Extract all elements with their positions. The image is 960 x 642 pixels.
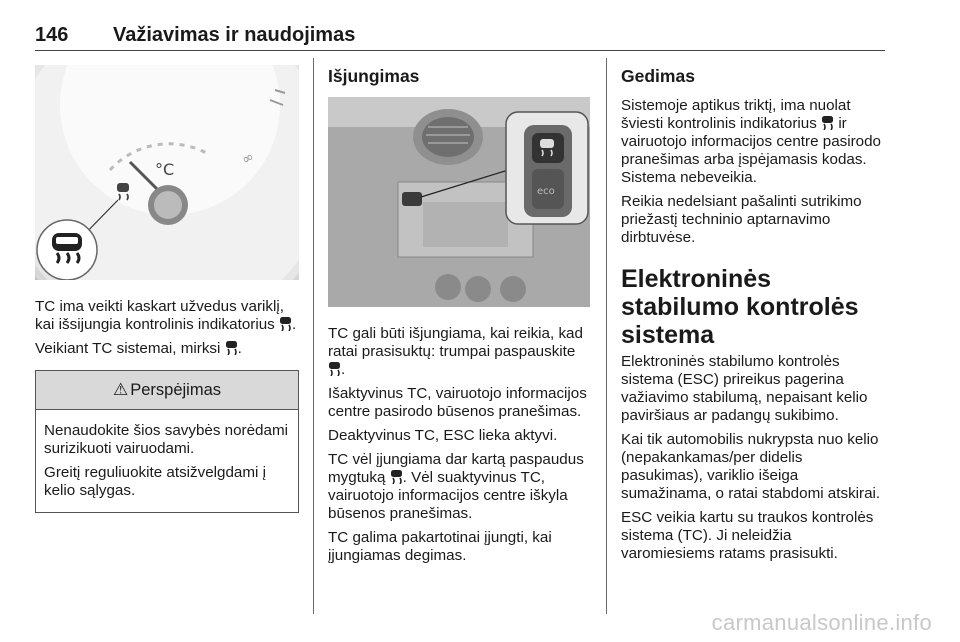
warning-text: Nenaudokite šios savybės norėdami surizikuoti vairuodami. xyxy=(44,422,288,457)
gauge-label: °C xyxy=(155,160,175,179)
tc-activation-text: TC ima veikti kaskart užvedus variklį, kai išsijungia kontrolinis indikatorius . xyxy=(35,298,297,333)
dashboard-button-figure xyxy=(328,97,590,307)
warning-triangle-icon: ⚠ xyxy=(112,380,129,399)
fault-text: Sistemoje aptikus triktį, ima nuolat šviesti kontrolinis indikatorius ir vairuotojo informacijos centre pasirodo pranešimas arba įspėjamasis kodas. Sistema nebeveikia. xyxy=(621,97,882,186)
section-heading-deactivation: Išjungimas xyxy=(328,66,420,86)
page-number: 146 xyxy=(35,24,69,46)
tc-indicator-icon xyxy=(390,470,403,484)
warning-text: Greitį reguliuokite atsižvelgdami į kelio sąlygas. xyxy=(44,464,266,499)
watermark: carmanualsonline.info xyxy=(711,610,932,635)
warning-title: ⚠ Perspėjimas xyxy=(36,371,298,410)
column-right xyxy=(621,60,887,569)
column-divider xyxy=(313,58,314,614)
eco-label: eco xyxy=(537,186,555,197)
esc-active-text: Deaktyvinus TC, ESC lieka aktyvi. xyxy=(328,427,558,444)
warning-box xyxy=(35,370,299,513)
repair-text: Reikia nedelsiant pašalinti sutrikimo priežastį techninio aptarnavimo dirbtuvėse. xyxy=(621,193,862,246)
tc-blinking-text: Veikiant TC sistemai, mirksi . xyxy=(35,340,242,357)
svg-text:∞: ∞ xyxy=(239,148,258,169)
tc-indicator-icon xyxy=(225,341,238,355)
deactivation-text: TC gali būti išjungiama, kai reikia, kad ratai prasisuktų: trumpai paspauskite . xyxy=(328,325,583,378)
tc-indicator-icon xyxy=(821,116,834,130)
instrument-cluster-figure xyxy=(35,65,299,280)
esc-function-text: Kai tik automobilis nukrypsta nuo kelio (nepakankamas/per didelis pasukimas), variklio išeiga sumažinama, o ratai stabdomi atskirai. xyxy=(621,431,881,502)
ignition-text: TC galima pakartotinai įjungti, kai įjungiamas degimas. xyxy=(328,529,552,564)
column-divider xyxy=(606,58,607,614)
section-heading-esc: Elektroninės stabilumo kontrolės sistema xyxy=(621,265,859,349)
tc-indicator-icon xyxy=(279,317,292,331)
esc-tc-text: ESC veikia kartu su traukos kontrolės sistema (TC). Ji neleidžia varomiesiems ratams prasisukti. xyxy=(621,509,874,562)
esc-intro-text: Elektroninės stabilumo kontrolės sistema (ESC) prireikus pagerina važiavimo stabilumą, nepaisant kelio paviršiaus ar padangų sukibimo. xyxy=(621,353,868,424)
column-left xyxy=(35,60,299,513)
column-middle xyxy=(328,60,590,571)
page-header xyxy=(35,22,885,51)
page-title: Važiavimas ir naudojimas xyxy=(113,24,356,46)
tc-indicator-icon xyxy=(328,362,341,376)
status-message-text: Išaktyvinus TC, vairuotojo informacijos centre pasirodo būsenos pranešimas. xyxy=(328,385,587,420)
reactivation-text: TC vėl įjungiama dar kartą paspaudus mygtuką . Vėl suaktyvinus TC, vairuotojo informacijos centre iškyla būsenos pranešimas. xyxy=(328,451,584,522)
section-heading-fault: Gedimas xyxy=(621,66,695,86)
